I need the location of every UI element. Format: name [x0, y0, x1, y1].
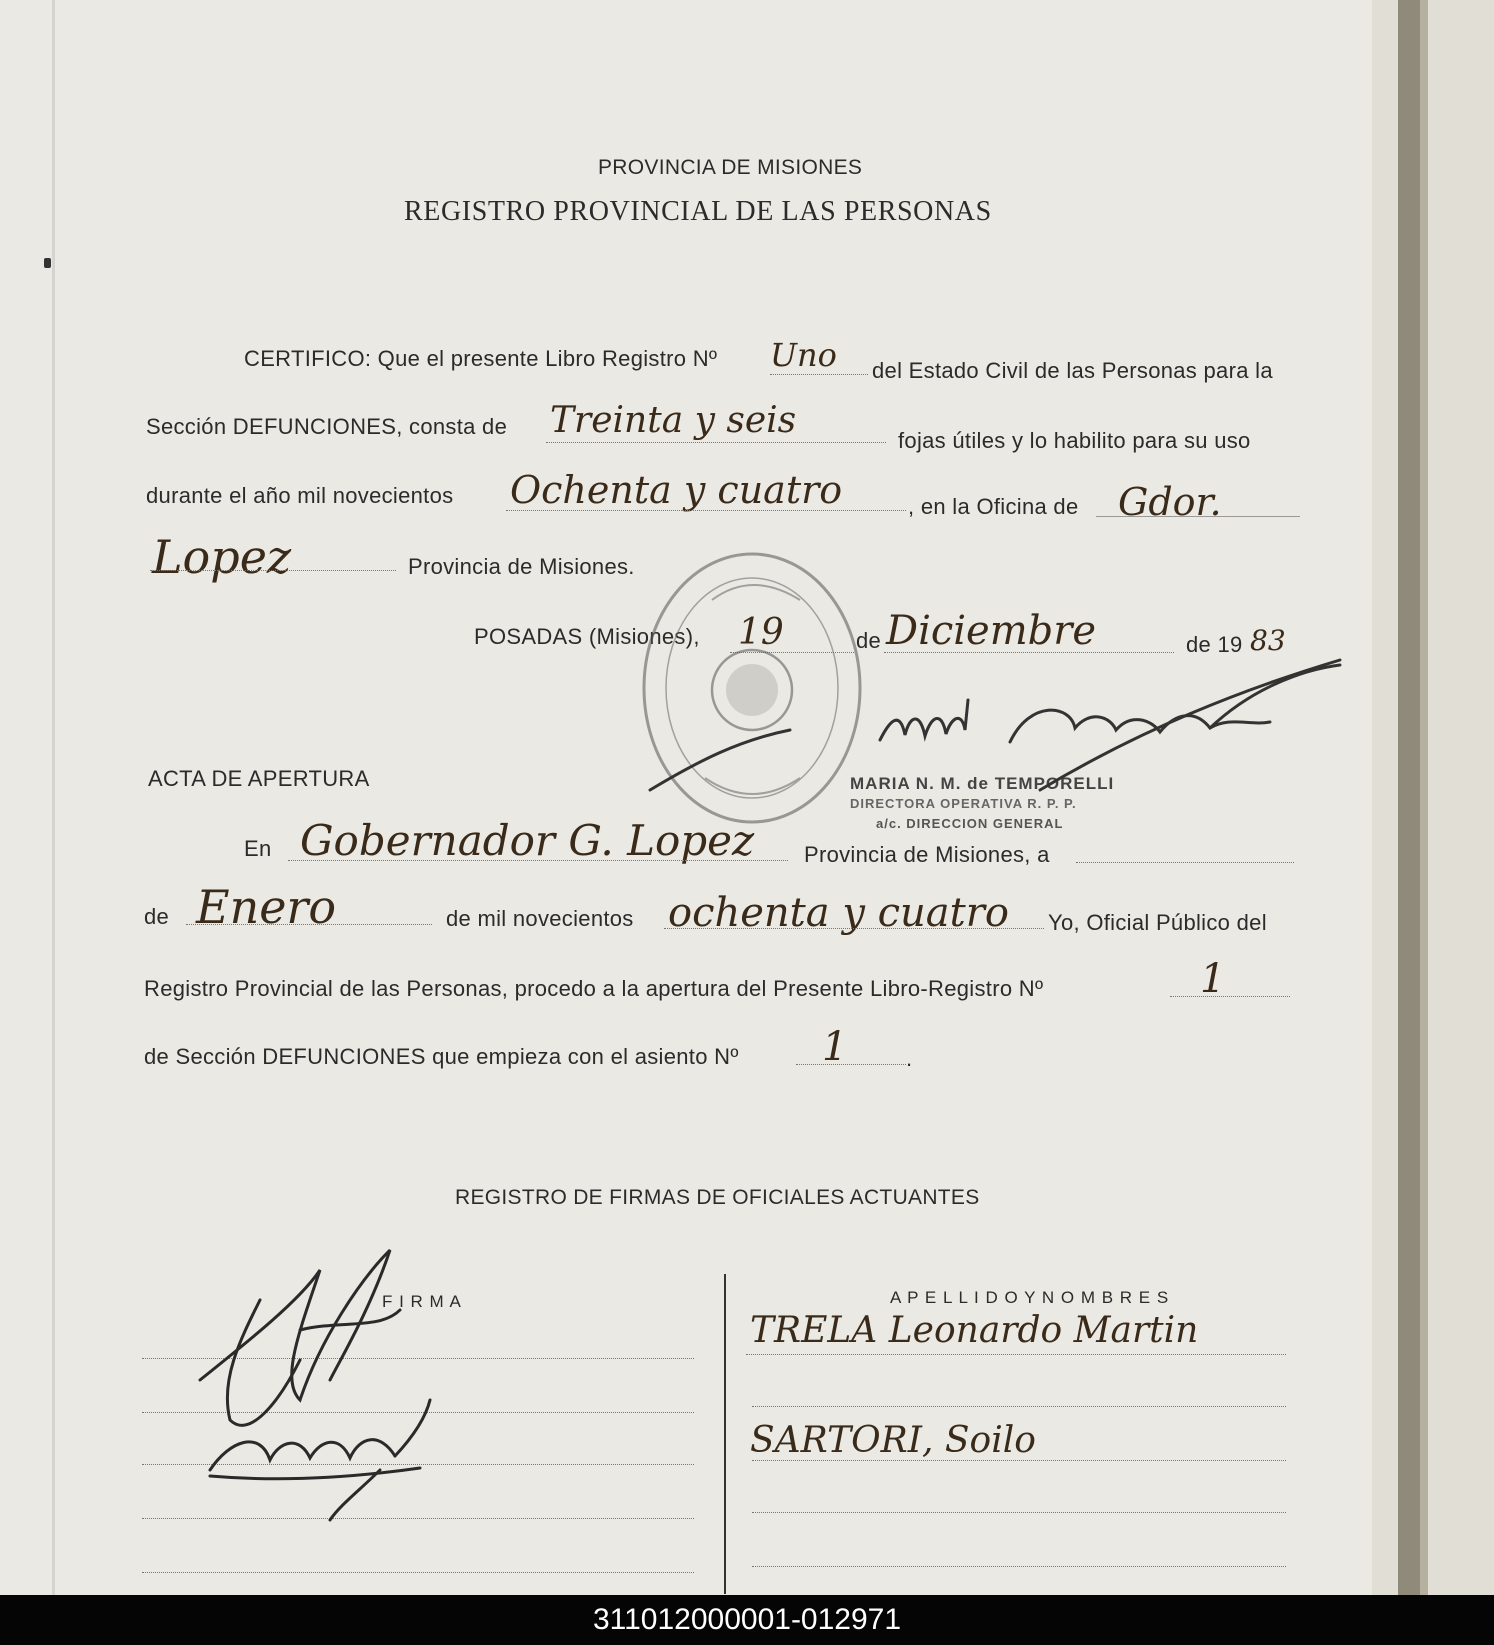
cert-office-handwritten: Gdor. — [1118, 480, 1222, 524]
cert-libro-handwritten: Uno — [770, 336, 837, 374]
official-signature-2 — [210, 1400, 430, 1520]
acta-libro-handwritten: 1 — [1200, 956, 1226, 1002]
acta-de: de — [144, 904, 170, 929]
acta-asiento-handwritten: 1 — [822, 1024, 848, 1070]
cert-de1: de — [856, 628, 882, 653]
cert-fojas-handwritten: Treinta y seis — [550, 400, 797, 441]
cert-year-suffix-handwritten: 83 — [1250, 624, 1286, 657]
cert-line3-b: , en la Oficina de — [908, 494, 1079, 519]
acta-mil: de mil novecientos — [446, 906, 634, 931]
stamp-title: DIRECTORA OPERATIVA R. P. P. — [850, 796, 1077, 811]
acta-month-handwritten: Enero — [196, 880, 337, 934]
acta-place-handwritten: Gobernador G. Lopez — [300, 816, 755, 865]
acta-line3: Registro Provincial de las Personas, procedo a la apertura del Presente Libro-Registro Nº — [144, 976, 1044, 1001]
cert-office-handwritten-2: Lopez — [152, 530, 292, 584]
cert-de2: de 19 — [1186, 632, 1243, 657]
cert-month-handwritten: Diciembre — [886, 608, 1097, 654]
cert-place: POSADAS (Misiones), — [474, 624, 700, 649]
cert-line3-a: durante el año mil novecientos — [146, 483, 454, 508]
cert-line2-a: Sección DEFUNCIONES, consta de — [146, 414, 508, 439]
cert-year-handwritten: Ochenta y cuatro — [510, 468, 843, 512]
acta-en: En — [244, 836, 272, 861]
cert-line1-b: del Estado Civil de las Personas para la — [872, 358, 1273, 383]
header-province: PROVINCIA DE MISIONES — [598, 156, 863, 179]
cert-day-handwritten: 19 — [738, 612, 784, 653]
cert-line4-b: Provincia de Misiones. — [408, 554, 635, 579]
official-name-2: SARTORI, Soilo — [750, 1420, 1036, 1461]
document-id-footer: 311012000001-012971 — [0, 1595, 1494, 1645]
firma-label: F I R M A — [382, 1292, 462, 1311]
signatures-title: REGISTRO DE FIRMAS DE OFICIALES ACTUANTES — [455, 1186, 980, 1209]
stamp-name: MARIA N. M. de TEMPORELLI — [850, 774, 1115, 793]
nombres-label: A P E L L I D O Y N O M B R E S — [890, 1288, 1170, 1307]
acta-period: . — [906, 1046, 913, 1071]
cert-line1-a: CERTIFICO: Que el presente Libro Registro Nº — [244, 346, 718, 371]
official-signature-1 — [200, 1250, 400, 1425]
cert-line2-b: fojas útiles y lo habilito para su uso — [898, 428, 1251, 453]
official-seal — [644, 554, 860, 822]
acta-provincia: Provincia de Misiones, a — [804, 842, 1050, 867]
official-name-1: TRELA Leonardo Martin — [750, 1310, 1199, 1351]
acta-line4: de Sección DEFUNCIONES que empieza con el asiento Nº — [144, 1044, 739, 1069]
acta-year-handwritten: ochenta y cuatro — [668, 890, 1009, 936]
header-registry: REGISTRO PROVINCIAL DE LAS PERSONAS — [404, 196, 992, 227]
acta-title: ACTA DE APERTURA — [148, 766, 370, 791]
acta-yo: Yo, Oficial Público del — [1048, 910, 1267, 935]
stamp-subtitle: a/c. DIRECCION GENERAL — [876, 816, 1064, 831]
